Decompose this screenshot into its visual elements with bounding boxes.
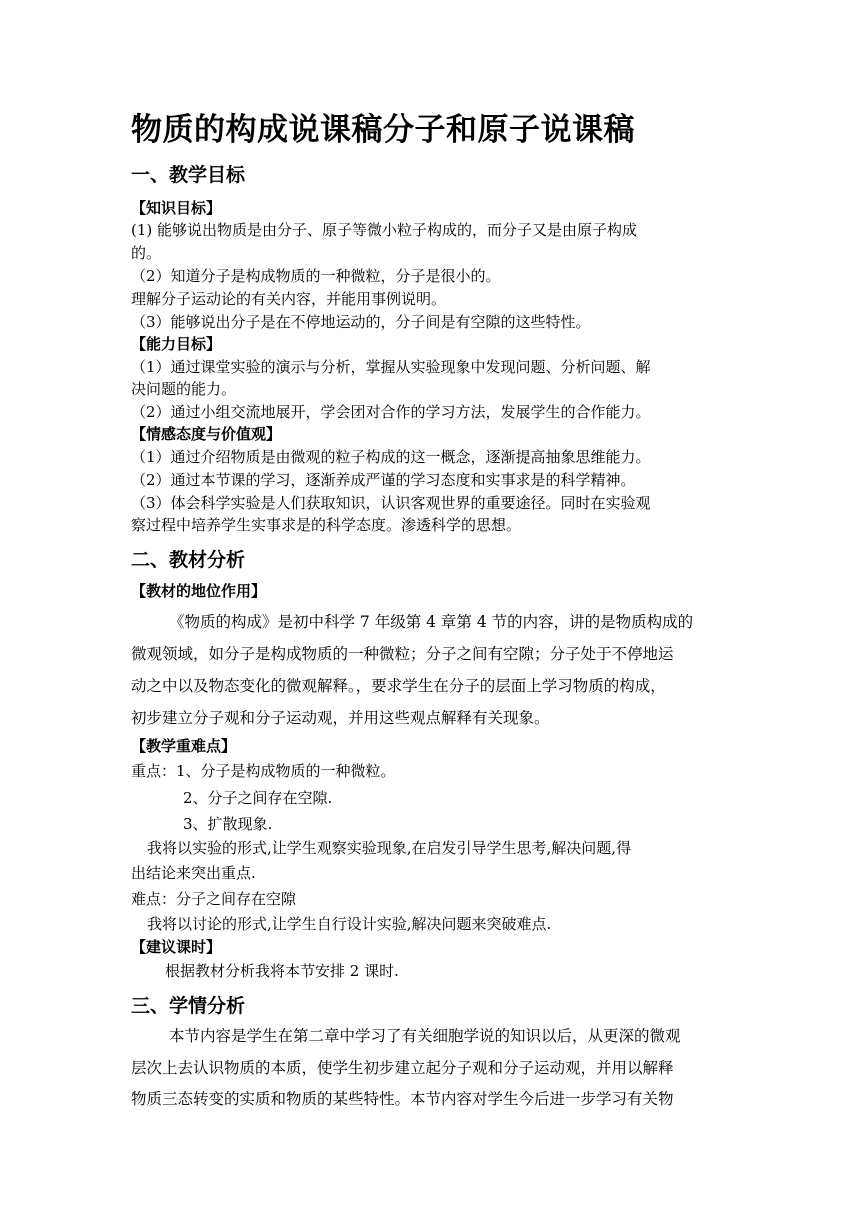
paragraph-line: 重点：1、分子是构成物质的一种微粒。 <box>131 762 396 780</box>
paragraph-line: （1）通过课堂实验的演示与分析，掌握从实验现象中发现问题、分析问题、解 <box>131 358 651 376</box>
document-title: 物质的构成说课稿分子和原子说课稿 <box>131 112 635 148</box>
paragraph-line: （3）能够说出分子是在不停地运动的，分子间是有空隙的这些特性。 <box>131 313 591 331</box>
paragraph-line: 出结论来突出重点. <box>131 864 256 882</box>
paragraph-line: 根据教材分析我将本节安排 2 课时. <box>165 962 399 980</box>
paragraph-line: （2）通过小组交流地展开，学会团对合作的学习方法，发展学生的合作能力。 <box>131 403 651 421</box>
subheading-suggested-hours: 【建议课时】 <box>131 938 222 956</box>
paragraph-line: 层次上去认识物质的本质，使学生初步建立起分子观和分子运动观，并用以解释 <box>131 1059 674 1077</box>
paragraph-line: 决问题的能力。 <box>131 380 237 398</box>
section-heading-teaching-goals: 一、教学目标 <box>131 164 246 186</box>
paragraph-line: 动之中以及物态变化的微观解释。，要求学生在分子的层面上学习物质的构成， <box>131 677 666 695</box>
paragraph-line: 的。 <box>131 244 162 262</box>
section-heading-student-analysis: 三、学情分析 <box>131 995 246 1017</box>
paragraph-line: （2）知道分子是构成物质的一种微粒，分子是很小的。 <box>131 267 501 285</box>
subheading-material-role: 【教材的地位作用】 <box>131 582 267 600</box>
paragraph-line: （1）通过介绍物质是由微观的粒子构成的这一概念，逐渐提高抽象思维能力。 <box>131 448 651 466</box>
paragraph-line: 难点：分子之间存在空隙 <box>131 890 297 908</box>
paragraph-line: 我将以讨论的形式,让学生自行设计实验,解决问题来突破难点. <box>147 915 552 933</box>
subheading-emotion-values: 【情感态度与价值观】 <box>131 425 282 443</box>
paragraph-line: 3、扩散现象. <box>183 815 273 833</box>
subheading-knowledge-goals: 【知识目标】 <box>131 199 222 217</box>
paragraph-line: 2、分子之间存在空隙. <box>183 789 333 807</box>
paragraph-line: 理解分子运动论的有关内容，并能用事例说明。 <box>131 290 447 308</box>
paragraph-line: 本节内容是学生在第二章中学习了有关细胞学说的知识以后，从更深的微观 <box>169 1027 681 1045</box>
paragraph-line: 察过程中培养学生实事求是的科学态度。渗透科学的思想。 <box>131 516 522 534</box>
subheading-ability-goals: 【能力目标】 <box>131 335 222 353</box>
subheading-key-difficult-points: 【教学重难点】 <box>131 737 237 755</box>
section-heading-material-analysis: 二、教材分析 <box>131 549 246 571</box>
paragraph-line: （2）通过本节课的学习，逐渐养成严谨的学习态度和实事求是的科学精神。 <box>131 471 636 489</box>
paragraph-line: 初步建立分子观和分子运动观，并用这些观点解释有关现象。 <box>131 709 550 727</box>
paragraph-line: 我将以实验的形式,让学生观察实验现象,在启发引导学生思考,解决问题,得 <box>147 839 632 857</box>
paragraph-line: (1) 能够说出物质是由分子、原子等微小粒子构成的，而分子又是由原子构成 <box>131 221 638 239</box>
paragraph-line: 微观领域，如分子是构成物质的一种微粒；分子之间有空隙；分子处于不停地运 <box>131 645 674 663</box>
paragraph-line: 物质三态转变的实质和物质的某些特性。本节内容对学生今后进一步学习有关物 <box>131 1090 674 1108</box>
paragraph-line: （3）体会科学实验是人们获取知识，认识客观世界的重要途径。同时在实验观 <box>131 494 651 512</box>
paragraph-line: 《物质的构成》是初中科学 7 年级第 4 章第 4 节的内容，讲的是物质构成的 <box>169 613 694 631</box>
